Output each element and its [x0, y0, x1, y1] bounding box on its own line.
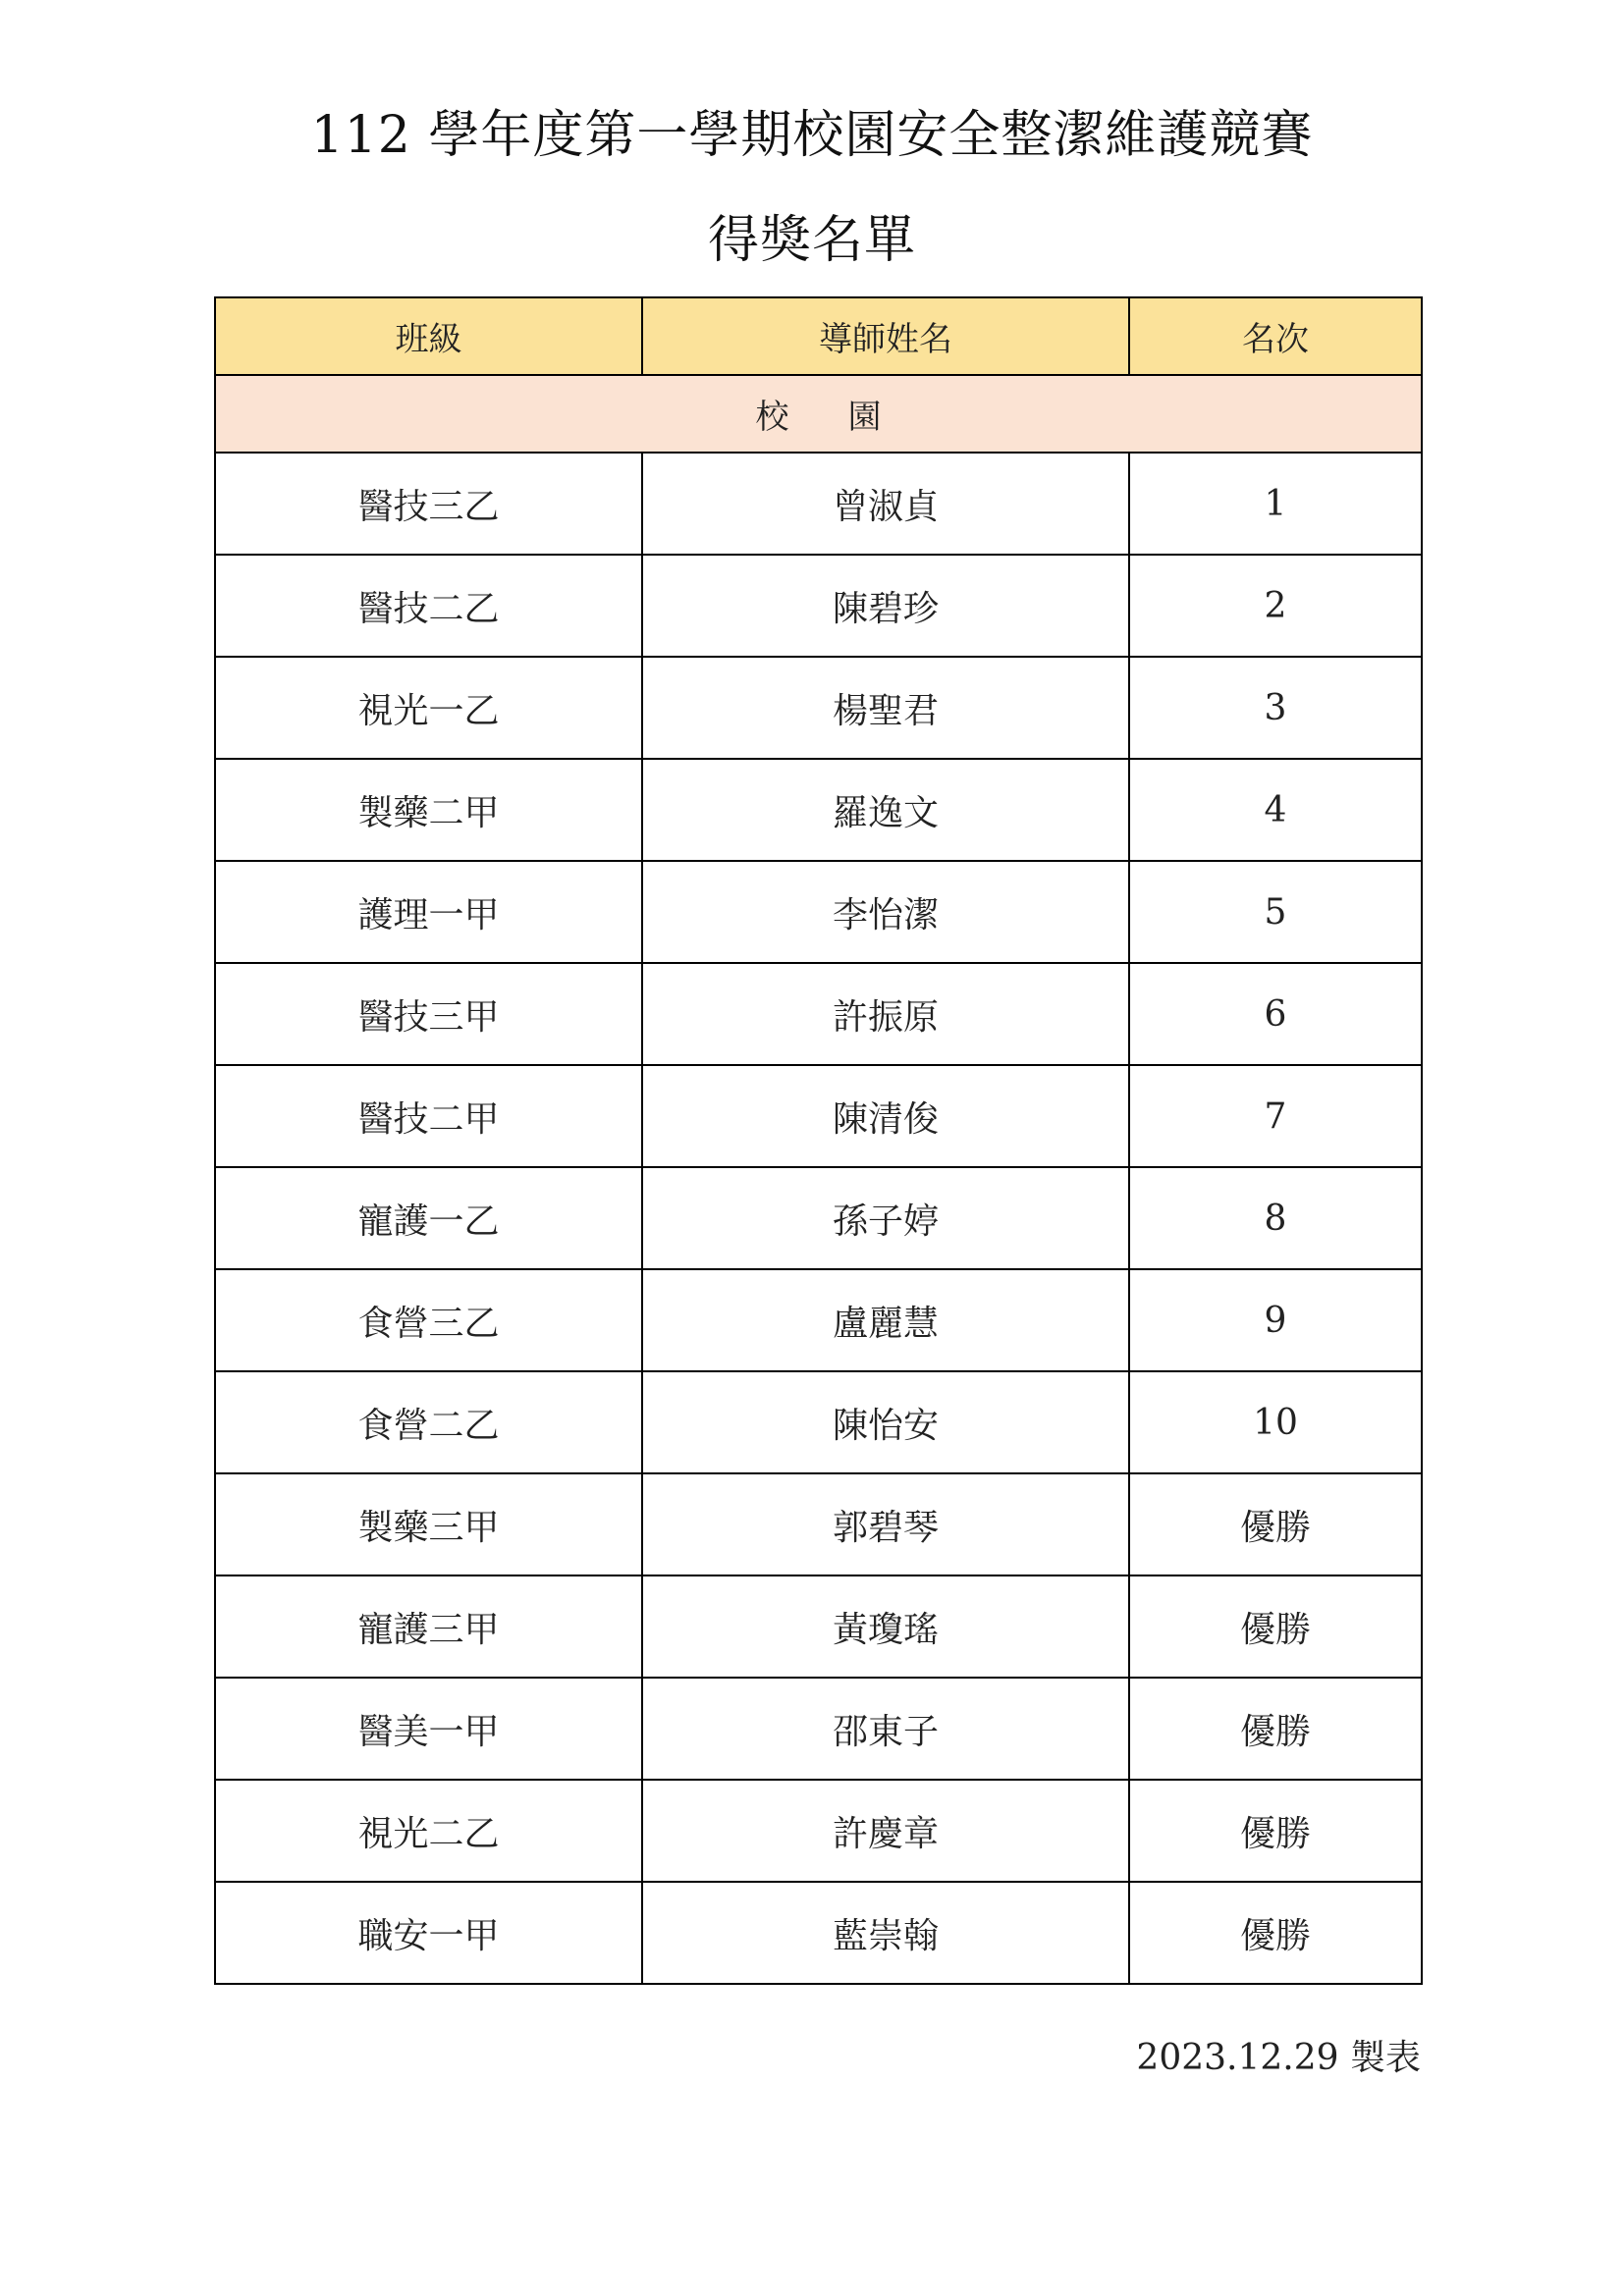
rank-cell: 5 [1129, 861, 1422, 963]
document-title: 112 學年度第一學期校園安全整潔維護競賽 [310, 106, 1314, 165]
rank-cell: 8 [1129, 1167, 1422, 1269]
rank-cell: 6 [1129, 963, 1422, 1065]
teacher-cell: 楊聖君 [642, 657, 1129, 759]
class-cell: 寵護三甲 [215, 1575, 642, 1678]
table-row [215, 1473, 1422, 1575]
teacher-cell: 陳怡安 [642, 1371, 1129, 1473]
teacher-cell: 曾淑貞 [642, 453, 1129, 555]
teacher-cell: 許慶章 [642, 1780, 1129, 1882]
teacher-cell: 盧麗慧 [642, 1269, 1129, 1371]
table-header-row [215, 297, 1422, 375]
class-cell: 醫技三甲 [215, 963, 642, 1065]
rank-cell: 4 [1129, 759, 1422, 861]
teacher-cell: 羅逸文 [642, 759, 1129, 861]
table-row [215, 1882, 1422, 1984]
rank-cell: 9 [1129, 1269, 1422, 1371]
class-cell: 製藥三甲 [215, 1473, 642, 1575]
class-cell: 寵護一乙 [215, 1167, 642, 1269]
table-row [215, 657, 1422, 759]
class-cell: 食營三乙 [215, 1269, 642, 1371]
document-subtitle: 得獎名單 [707, 211, 916, 270]
table-row [215, 1780, 1422, 1882]
teacher-cell: 李怡潔 [642, 861, 1129, 963]
class-cell: 醫技二乙 [215, 555, 642, 657]
rank-cell: 優勝 [1129, 1780, 1422, 1882]
teacher-cell: 陳清俊 [642, 1065, 1129, 1167]
rank-cell: 10 [1129, 1371, 1422, 1473]
teacher-cell: 藍崇翰 [642, 1882, 1129, 1984]
table-row [215, 1678, 1422, 1780]
rank-cell: 優勝 [1129, 1473, 1422, 1575]
class-cell: 視光一乙 [215, 657, 642, 759]
table-row [215, 1371, 1422, 1473]
rank-cell: 優勝 [1129, 1678, 1422, 1780]
header-teacher: 導師姓名 [642, 297, 1129, 375]
table-row [215, 759, 1422, 861]
class-cell: 職安一甲 [215, 1882, 642, 1984]
table-row [215, 963, 1422, 1065]
class-cell: 視光二乙 [215, 1780, 642, 1882]
teacher-cell: 陳碧珍 [642, 555, 1129, 657]
table-row [215, 1167, 1422, 1269]
teacher-cell: 許振原 [642, 963, 1129, 1065]
rank-cell: 1 [1129, 453, 1422, 555]
rank-cell: 3 [1129, 657, 1422, 759]
class-cell: 製藥二甲 [215, 759, 642, 861]
rank-cell: 優勝 [1129, 1575, 1422, 1678]
rank-cell: 2 [1129, 555, 1422, 657]
table-row [215, 1269, 1422, 1371]
header-class: 班級 [215, 297, 642, 375]
table-row [215, 861, 1422, 963]
teacher-cell: 孫子婷 [642, 1167, 1129, 1269]
table-row [215, 1065, 1422, 1167]
teacher-cell: 邵東子 [642, 1678, 1129, 1780]
rank-cell: 優勝 [1129, 1882, 1422, 1984]
teacher-cell: 郭碧琴 [642, 1473, 1129, 1575]
class-cell: 護理一甲 [215, 861, 642, 963]
rank-cell: 7 [1129, 1065, 1422, 1167]
class-cell: 醫美一甲 [215, 1678, 642, 1780]
table-row [215, 555, 1422, 657]
table-row [215, 1575, 1422, 1678]
class-cell: 食營二乙 [215, 1371, 642, 1473]
footer-date: 2023.12.29 製表 [1136, 2038, 1421, 2078]
table-row [215, 453, 1422, 555]
class-cell: 醫技二甲 [215, 1065, 642, 1167]
awards-table [214, 296, 1423, 1985]
section-label: 校園 [215, 375, 1422, 453]
section-row [215, 375, 1422, 453]
class-cell: 醫技三乙 [215, 453, 642, 555]
teacher-cell: 黃瓊瑤 [642, 1575, 1129, 1678]
header-rank: 名次 [1129, 297, 1422, 375]
